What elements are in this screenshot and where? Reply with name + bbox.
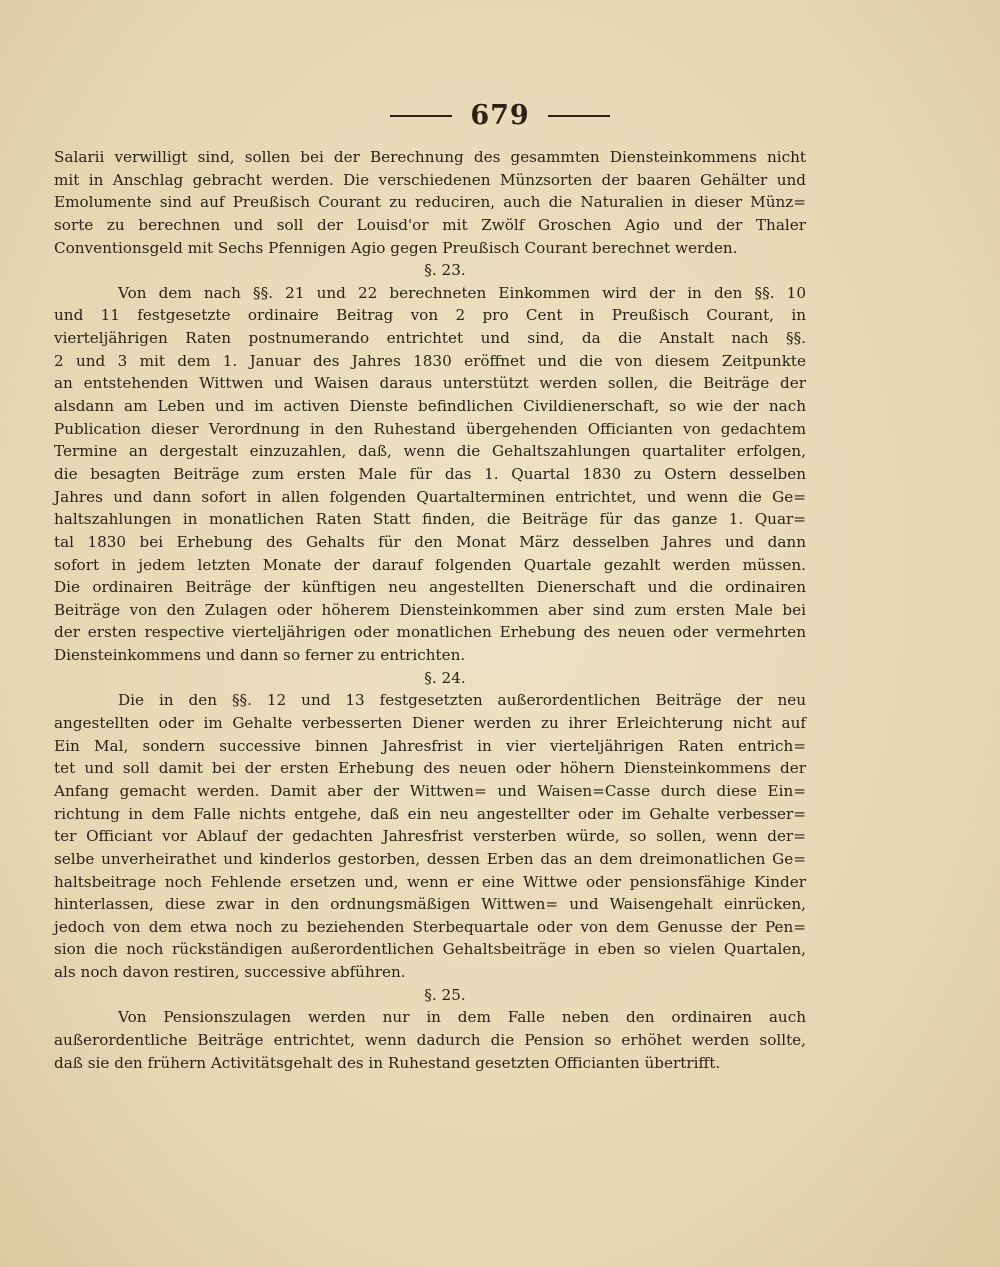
body-text xyxy=(54,146,806,1074)
text-line: Die in den §§. 12 und 13 festgesetzten außerordentlichen Beiträge der neu xyxy=(118,691,806,710)
page-number: 679 xyxy=(470,100,530,131)
text-line: Jahres und dann sofort in allen folgenden Quartalterminen entrichtet, und wenn die Ge= xyxy=(54,487,806,506)
paragraph xyxy=(54,1006,806,1074)
text-line: sorte zu berechnen und soll der Louisd'or mit Zwölf Groschen Agio und der Thaler xyxy=(54,215,806,234)
text-line: die besagten Beiträge zum ersten Male für das 1. Quartal 1830 zu Ostern desselben xyxy=(54,464,806,483)
text-line: 2 und 3 mit dem 1. Januar des Jahres 1830 eröffnet und die von diesem Zeitpunkte xyxy=(54,351,806,370)
text-line: und 11 festgesetzte ordinaire Beitrag von 2 pro Cent in Preußisch Courant, in xyxy=(54,306,806,325)
text-line: an entstehenden Wittwen und Waisen daraus unterstützt werden sollen, die Beiträge der xyxy=(54,374,806,393)
page-header xyxy=(0,100,1000,131)
paragraph xyxy=(54,146,806,259)
header-rule-left xyxy=(390,115,452,117)
text-line: Beiträge von den Zulagen oder höherem Diensteinkommen aber sind zum ersten Male bei xyxy=(54,600,806,619)
text-line: sion die noch rückständigen außerordentlichen Gehaltsbeiträge in eben so vielen Quartalen, xyxy=(54,940,806,959)
text-line: Die ordinairen Beiträge der künftigen neu angestellten Dienerschaft und die ordinairen xyxy=(54,578,806,597)
text-line: Salarii verwilligt sind, sollen bei der Berechnung des gesammten Diensteinkommens nicht xyxy=(54,148,806,166)
section-heading: §. 24. xyxy=(424,668,466,687)
text-line: Publication dieser Verordnung in den Ruhestand übergehenden Officianten von gedachtem xyxy=(54,419,806,438)
text-line: der ersten respective vierteljährigen oder monatlichen Erhebung des neuen oder vermehrten xyxy=(54,623,806,642)
text-line: hinterlassen, diese zwar in den ordnungsmäßigen Wittwen= und Waisengehalt einrücken, xyxy=(54,895,806,914)
text-line: haltszahlungen in monatlichen Raten Statt finden, die Beiträge für das ganze 1. Quar= xyxy=(54,510,806,529)
text-line: haltsbeitrage noch Fehlende ersetzen und, wenn er eine Wittwe oder pensionsfähige Kinder xyxy=(54,872,806,891)
text-line: Von Pensionszulagen werden nur in dem Falle neben den ordinairen auch xyxy=(118,1008,806,1027)
text-line: ter Officiant vor Ablauf der gedachten Jahresfrist versterben würde, so sollen, wenn der= xyxy=(54,827,806,846)
text-line: selbe unverheirathet und kinderlos gestorben, dessen Erben das an dem dreimonatlichen Ge= xyxy=(54,849,806,868)
paragraph xyxy=(54,282,806,667)
text-line: richtung in dem Falle nichts entgehe, daß ein neu angestellter oder im Gehalte verbesser= xyxy=(54,804,806,823)
text-line: daß sie den frühern Activitätsgehalt des in Ruhestand gesetzten Officianten übertrifft. xyxy=(54,1053,721,1072)
text-line: Termine an dergestalt einzuzahlen, daß, wenn die Gehaltszahlungen quartaliter erfolgen, xyxy=(54,442,806,461)
text-line: Ein Mal, sondern successive binnen Jahresfrist in vier vierteljährigen Raten entrich= xyxy=(54,736,806,755)
text-line: alsdann am Leben und im activen Dienste befindlichen Civildienerschaft, so wie der nach xyxy=(54,397,806,416)
paragraph xyxy=(54,689,806,983)
text-line: Emolumente sind auf Preußisch Courant zu reduciren, auch die Naturalien in dieser Münz= xyxy=(54,193,806,212)
section-heading: §. 25. xyxy=(424,985,466,1004)
text-line: sofort in jedem letzten Monate der darauf folgenden Quartale gezahlt werden müssen. xyxy=(54,555,806,574)
text-line: Anfang gemacht werden. Damit aber der Wittwen= und Waisen=Casse durch diese Ein= xyxy=(54,781,806,800)
text-line: Von dem nach §§. 21 und 22 berechneten Einkommen wird der in den §§. 10 xyxy=(118,283,806,302)
text-line: tet und soll damit bei der ersten Erhebung des neuen oder höhern Diensteinkommens der xyxy=(54,759,806,778)
text-line: tal 1830 bei Erhebung des Gehalts für den Monat März desselben Jahres und dann xyxy=(54,532,806,551)
text-line: angestellten oder im Gehalte verbesserten Diener werden zu ihrer Erleichterung nicht auf xyxy=(54,714,806,733)
section-heading: §. 23. xyxy=(424,261,466,280)
text-line: mit in Anschlag gebracht werden. Die verschiedenen Münzsorten der baaren Gehälter und xyxy=(54,170,806,189)
text-line: Diensteinkommens und dann so ferner zu entrichten. xyxy=(54,646,466,665)
text-line: als noch davon restiren, successive abführen. xyxy=(54,963,406,982)
text-line: außerordentliche Beiträge entrichtet, wenn dadurch die Pension so erhöhet werden sollte, xyxy=(54,1030,806,1049)
text-line: jedoch von dem etwa noch zu beziehenden Sterbequartale oder von dem Genusse der Pen= xyxy=(54,917,806,936)
text-line: vierteljährigen Raten postnumerando entrichtet und sind, da die Anstalt nach §§. xyxy=(54,329,806,348)
header-rule-right xyxy=(548,115,610,117)
text-line: Conventionsgeld mit Sechs Pfennigen Agio gegen Preußisch Courant berechnet werden. xyxy=(54,238,738,257)
